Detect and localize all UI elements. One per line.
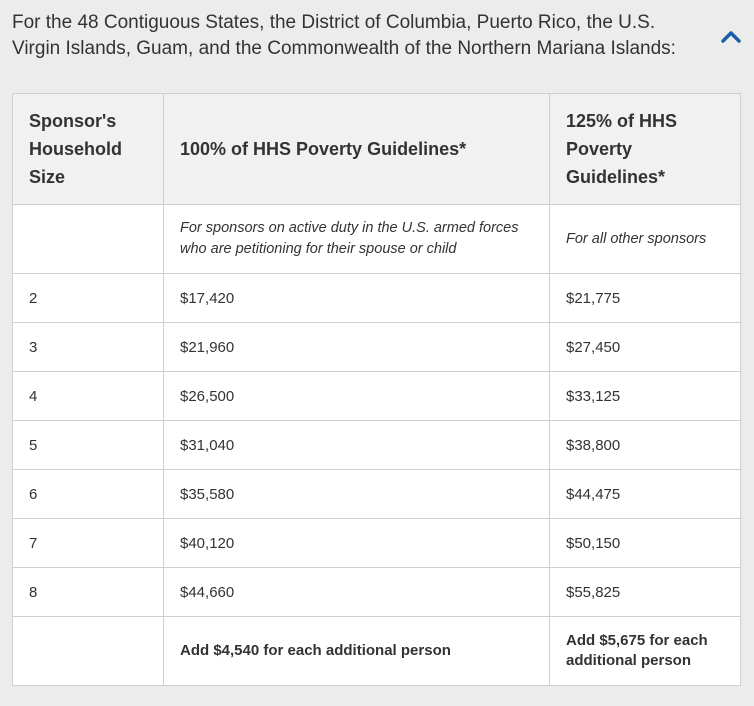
- guideline-100-cell: $31,040: [164, 421, 550, 470]
- guideline-100-cell: $44,660: [164, 568, 550, 617]
- column-header-125-percent: 125% of HHS Poverty Guidelines*: [550, 94, 741, 205]
- guideline-100-cell: $35,580: [164, 470, 550, 519]
- guideline-125-cell: $21,775: [550, 274, 741, 323]
- accordion-header-text[interactable]: For the 48 Contiguous States, the District of Columbia, Puerto Rico, the U.S. Virgin Islands, Guam, and the Commonwealth of the Northern Mariana Islands:: [12, 12, 676, 59]
- table-note-row: [13, 205, 741, 274]
- table-row: [13, 519, 741, 568]
- household-size-cell: 7: [13, 519, 164, 568]
- household-size-cell: 4: [13, 372, 164, 421]
- guideline-125-cell: $55,825: [550, 568, 741, 617]
- guideline-125-cell: $33,125: [550, 372, 741, 421]
- guideline-125-cell: $27,450: [550, 323, 741, 372]
- household-size-cell: 2: [13, 274, 164, 323]
- column-header-100-percent: 100% of HHS Poverty Guidelines*: [164, 94, 550, 205]
- guideline-100-cell: $40,120: [164, 519, 550, 568]
- note-125-percent-cell: For all other sponsors: [550, 205, 741, 274]
- guideline-100-cell: $17,420: [164, 274, 550, 323]
- additional-100-percent-cell: Add $4,540 for each additional person: [164, 617, 550, 686]
- additional-125-percent-cell: Add $5,675 for each additional person: [550, 617, 741, 686]
- table-row: [13, 470, 741, 519]
- table-row: [13, 568, 741, 617]
- guideline-100-cell: $26,500: [164, 372, 550, 421]
- poverty-guidelines-table: [12, 93, 741, 686]
- guideline-125-cell: $38,800: [550, 421, 741, 470]
- table-header-row: [13, 94, 741, 205]
- additional-person-row: [13, 617, 741, 686]
- guideline-125-cell: $44,475: [550, 470, 741, 519]
- note-100-percent-cell: For sponsors on active duty in the U.S. armed forces who are petitioning for their spouse or child: [164, 205, 550, 274]
- table-row: [13, 421, 741, 470]
- table-row: [13, 323, 741, 372]
- additional-size-cell: [13, 617, 164, 686]
- household-size-cell: 3: [13, 323, 164, 372]
- household-size-cell: 5: [13, 421, 164, 470]
- table-row: [13, 274, 741, 323]
- chevron-up-icon[interactable]: [718, 24, 744, 50]
- guideline-125-cell: $50,150: [550, 519, 741, 568]
- household-size-cell: 8: [13, 568, 164, 617]
- table-row: [13, 372, 741, 421]
- household-size-cell: 6: [13, 470, 164, 519]
- note-size-cell: [13, 205, 164, 274]
- column-header-household-size: Sponsor's Household Size: [13, 94, 164, 205]
- guideline-100-cell: $21,960: [164, 323, 550, 372]
